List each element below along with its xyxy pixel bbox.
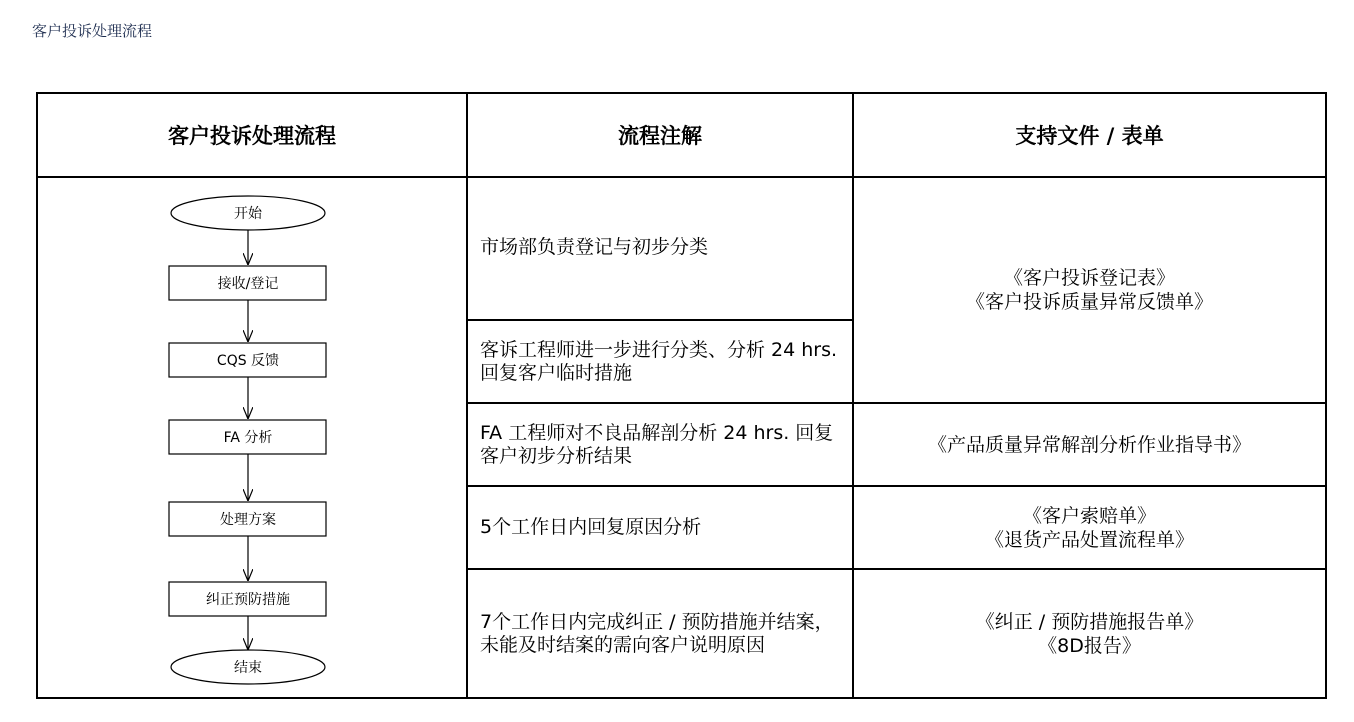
- note-handling-plan: [468, 487, 852, 568]
- note-text: 7个工作日内完成纠正 / 预防措施并结案，未能及时结案的需向客户说明原因: [480, 610, 834, 656]
- docs-fa-analysis: [854, 404, 1325, 485]
- complaint-process-table: [36, 92, 1327, 699]
- note-fa-analysis: [468, 404, 852, 485]
- note-registration: [468, 178, 852, 319]
- note-text: 客诉工程师进一步进行分类、分析 24 hrs. 回复客户临时措施: [480, 338, 838, 384]
- flow-step-label: CQS 反馈: [216, 353, 280, 369]
- docs-registration: [854, 178, 1325, 402]
- flow-end-label: 结束: [234, 660, 262, 676]
- note-text: 市场部负责登记与初步分类: [480, 236, 709, 258]
- process-flowchart: [38, 94, 466, 697]
- header-documents: 支持文件 / 表单: [1015, 124, 1164, 148]
- doc-item: 《产品质量异常解剖分析作业指导书》: [927, 433, 1251, 456]
- note-cqs-feedback: [468, 321, 852, 402]
- flow-step-label: 纠正预防措施: [206, 592, 290, 608]
- note-text: 5个工作日内回复原因分析: [480, 516, 702, 538]
- flow-step-label: FA 分析: [223, 430, 273, 446]
- flow-start-label: 开始: [234, 206, 262, 222]
- doc-item: 《客户投诉登记表》: [1003, 267, 1175, 289]
- doc-item: 《客户投诉质量异常反馈单》: [965, 291, 1213, 313]
- doc-item: 《纠正 / 预防措施报告单》: [975, 610, 1204, 633]
- page-title: 客户投诉处理流程: [32, 22, 153, 40]
- flow-step-label: 处理方案: [220, 512, 276, 528]
- docs-corrective-action: [854, 570, 1325, 697]
- doc-item: 《8D报告》: [1038, 634, 1141, 657]
- header-flow: 客户投诉处理流程: [168, 124, 336, 148]
- doc-item: 《退货产品处置流程单》: [984, 528, 1194, 551]
- flow-step-label: 接收/登记: [217, 276, 279, 292]
- docs-handling-plan: [854, 487, 1325, 568]
- note-corrective-action: [468, 570, 852, 697]
- note-text: FA 工程师对不良品解剖分析 24 hrs. 回复客户初步分析结果: [480, 421, 834, 467]
- header-notes: 流程注解: [618, 124, 702, 148]
- doc-item: 《客户索赔单》: [1022, 504, 1156, 527]
